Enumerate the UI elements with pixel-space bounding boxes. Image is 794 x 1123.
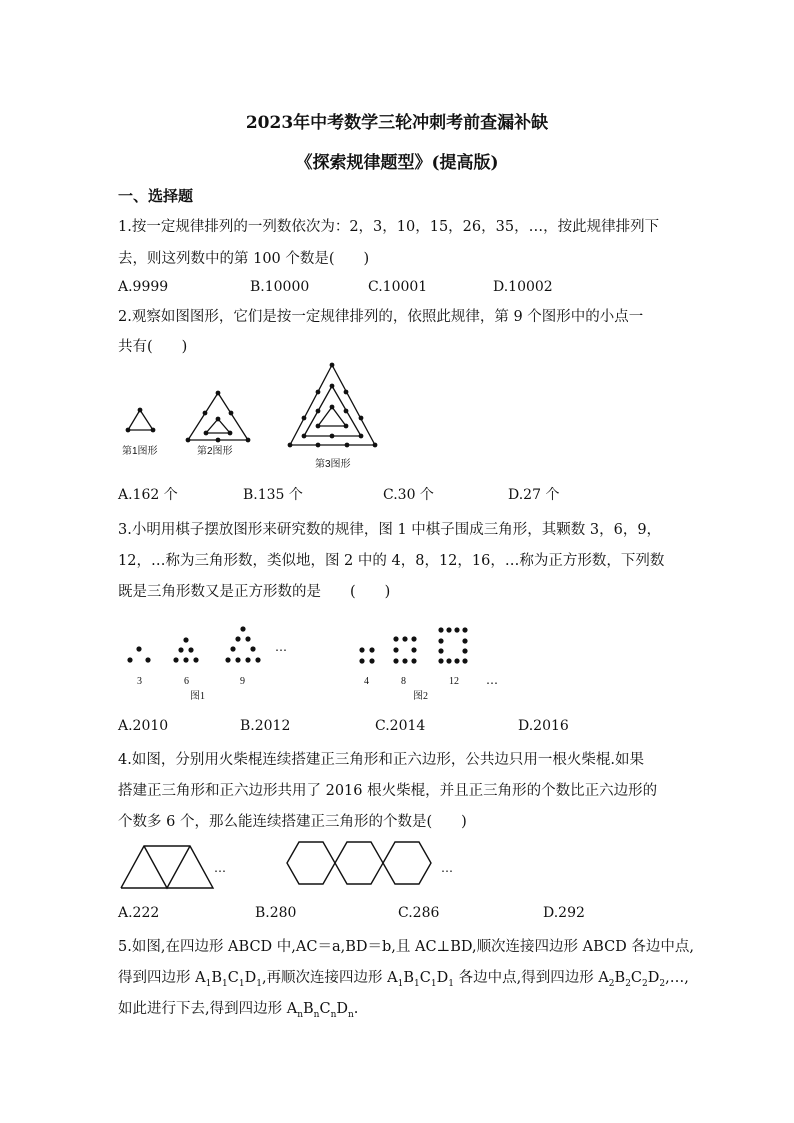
- quad-a2b2c2d2: $A_2B_2C_2D_2$: [598, 970, 666, 989]
- q3-fig2-caption: 图2: [413, 691, 428, 702]
- q5-line-1: 5.如图,在四边形 ABCD 中,AC＝a,BD＝b,且 AC⊥BD,顺次连接四边形 ABCD 各边中点,: [118, 939, 695, 955]
- q4-options: [118, 905, 718, 925]
- q3-line-3: 既是三角形数又是正方形数的是 ( ): [118, 584, 391, 600]
- quad-a1b1c1d1: $A_1B_1C_1D_1$: [387, 970, 454, 989]
- q3-option-d[interactable]: D.2016: [518, 718, 569, 734]
- q2-fig-label-3: 第3图形: [315, 459, 351, 470]
- q5-text: 得到四边形: [118, 970, 196, 986]
- q4-option-c[interactable]: C.286: [398, 905, 440, 921]
- q5-text: .: [353, 1001, 359, 1017]
- q5-text: ,…,: [665, 970, 689, 986]
- q4-matchstick-figure: [118, 835, 468, 895]
- document-subtitle: 《探索规律题型》(提高版): [295, 153, 499, 173]
- q3-fig2-num-4: 4: [364, 676, 369, 687]
- quad-a1b1c1d1: $A_1B_1C_1D_1$: [195, 970, 262, 989]
- q3-fig1-num-9: 9: [240, 676, 245, 687]
- q3-line-2: 12，…称为三角形数，类似地，图 2 中的 4，8，12，16，…称为正方形数，下列数: [118, 553, 665, 569]
- q2-option-d[interactable]: D.27 个: [508, 487, 560, 503]
- q2-line-2: 共有( ): [118, 339, 188, 355]
- q1-option-c[interactable]: C.10001: [368, 279, 428, 295]
- q4-option-d[interactable]: D.292: [543, 905, 585, 921]
- q4-line-2: 搭建正三角形和正六边形共用了 2016 根火柴棍，并且正三角形的个数比正六边形的: [118, 783, 658, 799]
- q3-fig1-num-3: 3: [137, 676, 142, 687]
- q3-line-1: 3.小明用棋子摆放图形来研究数的规律，图 1 中棋子围成三角形，其颗数 3，6，9，: [118, 522, 662, 538]
- q4-line-1: 4.如图，分别用火柴棍连续搭建正三角形和正六边形，公共边只用一根火柴棍.如果: [118, 752, 644, 768]
- q2-line-1: 2.观察如图图形，它们是按一定规律排列的，依照此规律，第 9 个图形中的小点一: [118, 309, 644, 325]
- q5-line-3: [118, 997, 358, 1020]
- q4-option-b[interactable]: B.280: [255, 905, 297, 921]
- q2-fig-label-2: 第2图形: [197, 446, 233, 457]
- section-heading: 一、选择题: [118, 187, 194, 205]
- q3-fig1-ellipsis: …: [275, 640, 287, 654]
- q1-line-1: 1.按一定规律排列的一列数依次为：2，3，10，15，26，35，…，按此规律排列下: [118, 219, 660, 235]
- q2-options: [118, 484, 718, 504]
- q5-text: 如此进行下去,得到四边形: [118, 1001, 287, 1017]
- q5-text: 各边中点,得到四边形: [453, 970, 599, 986]
- q3-option-c[interactable]: C.2014: [375, 718, 426, 734]
- quad-anbncndn: $A_nB_nC_nD_n$: [286, 1001, 354, 1020]
- q3-fig2-ellipsis: …: [486, 673, 498, 687]
- q4-line-3: 个数多 6 个，那么能连续搭建正三角形的个数是( ): [118, 814, 467, 830]
- q1-options: [118, 279, 718, 299]
- document-title: 2023年中考数学三轮冲刺考前查漏补缺: [245, 113, 549, 133]
- q1-option-a[interactable]: A.9999: [118, 279, 169, 295]
- q2-option-a[interactable]: A.162 个: [118, 487, 178, 503]
- q3-fig2-num-12: 12: [449, 676, 459, 687]
- q2-option-c[interactable]: C.30 个: [383, 487, 434, 503]
- q4-option-a[interactable]: A.222: [118, 905, 160, 921]
- q3-fig1-caption: 图1: [190, 691, 205, 702]
- q5-text: ,再顺次连接四边形: [261, 970, 388, 986]
- q1-line-2: 去，则这列数中的第 100 个数是( ): [118, 251, 370, 267]
- q4-fig-ellipsis-1: …: [214, 861, 226, 875]
- q2-fig-label-1: 第1图形: [122, 446, 158, 457]
- q3-option-b[interactable]: B.2012: [240, 718, 291, 734]
- q2-triangle-dots-figure: [115, 358, 400, 476]
- q1-option-d[interactable]: D.10002: [493, 279, 553, 295]
- q2-option-b[interactable]: B.135 个: [243, 487, 303, 503]
- q3-fig2-num-8: 8: [401, 676, 406, 687]
- q3-fig1-num-6: 6: [184, 676, 189, 687]
- q3-option-a[interactable]: A.2010: [118, 718, 169, 734]
- q4-fig-ellipsis-2: …: [441, 861, 453, 875]
- q3-options: [118, 718, 718, 738]
- q3-dots-figures: [120, 620, 510, 705]
- q1-option-b[interactable]: B.10000: [250, 279, 310, 295]
- q5-line-2: [118, 966, 689, 989]
